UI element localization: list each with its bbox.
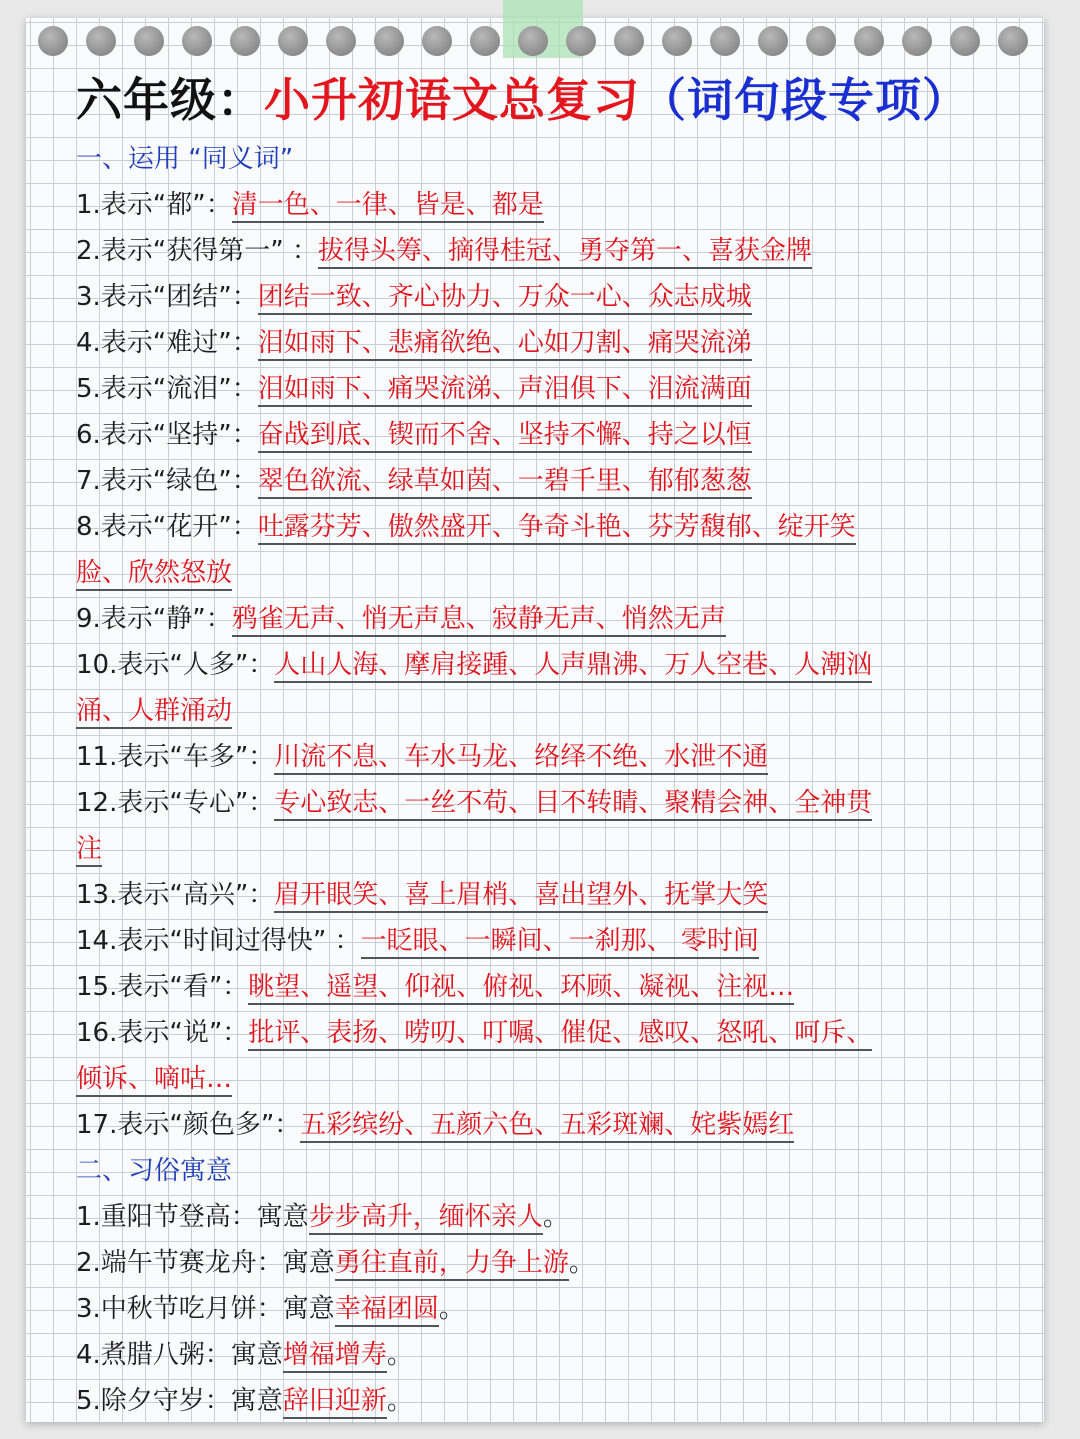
synonym-answer: 川流不息、车水马龙、络绎不绝、水泄不通 <box>274 742 768 775</box>
title-paren-open: （ <box>640 73 687 127</box>
synonym-answer: 奋战到底、锲而不舍、坚持不懈、持之以恒 <box>258 420 752 453</box>
synonym-answer: 专心致志、一丝不苟、目不转睛、聚精会神、全神贯 <box>274 788 872 821</box>
synonym-answer: 人山人海、摩肩接踵、人声鼎沸、万人空巷、人潮汹 <box>274 650 872 683</box>
synonym-answer-continued: 倾诉、嘀咕… <box>76 1064 232 1097</box>
synonym-prompt: 6.表示“坚持”： <box>76 420 258 450</box>
synonym-row <box>76 872 1036 918</box>
custom-answer: 幸福团圆 <box>335 1294 439 1327</box>
binder-hole <box>278 26 308 56</box>
synonym-answer: 吐露芬芳、傲然盛开、争奇斗艳、芬芳馥郁、绽开笑 <box>258 512 856 545</box>
synonym-prompt: 9.表示“静”： <box>76 604 232 634</box>
synonym-answer-continued: 注 <box>76 834 102 867</box>
synonym-row-continued <box>76 550 1036 596</box>
synonym-prompt: 8.表示“花开”： <box>76 512 258 542</box>
custom-answer: 增福增寿 <box>283 1340 387 1373</box>
synonym-prompt: 4.表示“难过”： <box>76 328 258 358</box>
synonym-answer: 清一色、一律、皆是、都是 <box>232 190 544 223</box>
custom-prompt: 3.中秋节吃月饼：寓意 <box>76 1294 335 1324</box>
custom-answer: 辞旧迎新 <box>283 1386 387 1419</box>
synonym-row <box>76 642 1036 688</box>
binder-hole <box>854 26 884 56</box>
synonym-answer: 泪如雨下、悲痛欲绝、心如刀割、痛哭流涕 <box>258 328 752 361</box>
custom-answer: 步步高升，缅怀亲人 <box>309 1202 543 1235</box>
synonym-row <box>76 596 1036 642</box>
synonym-row <box>76 964 1036 1010</box>
binder-hole <box>566 26 596 56</box>
title-topic: 词句段专项 <box>687 73 922 127</box>
binder-hole <box>518 26 548 56</box>
synonym-row-continued <box>76 1056 1036 1102</box>
synonym-answer: 团结一致、齐心协力、万众一心、众志成城 <box>258 282 752 315</box>
synonym-prompt: 7.表示“绿色”： <box>76 466 258 496</box>
binder-hole <box>86 26 116 56</box>
binder-hole <box>998 26 1028 56</box>
synonym-row <box>76 366 1036 412</box>
synonym-row <box>76 228 1036 274</box>
synonym-prompt: 16.表示“说”： <box>76 1018 249 1048</box>
binder-hole <box>326 26 356 56</box>
synonym-prompt: 15.表示“看”： <box>76 972 249 1002</box>
custom-row <box>76 1332 1036 1378</box>
title-paren-close: ） <box>922 73 969 127</box>
synonym-answer: 眉开眼笑、喜上眉梢、喜出望外、抚掌大笑 <box>274 880 768 913</box>
synonym-row <box>76 504 1036 550</box>
custom-row <box>76 1194 1036 1240</box>
synonym-answer: 五彩缤纷、五颜六色、五彩斑斓、姹紫嫣红 <box>300 1110 794 1143</box>
synonym-prompt: 5.表示“流泪”： <box>76 374 258 404</box>
synonym-answer-continued: 脸、欣然怒放 <box>76 558 232 591</box>
synonym-prompt: 12.表示“专心”： <box>76 788 275 818</box>
custom-period: 。 <box>542 1202 569 1232</box>
synonym-answer: 批评、表扬、唠叨、叮嘱、催促、感叹、怒吼、呵斥、 <box>248 1018 872 1051</box>
synonym-answer: 拔得头筹、摘得桂冠、勇夺第一、喜获金牌 <box>318 236 812 269</box>
custom-row <box>76 1378 1036 1424</box>
binder-hole <box>614 26 644 56</box>
custom-period: 。 <box>386 1386 413 1416</box>
synonym-prompt: 17.表示“颜色多”： <box>76 1110 301 1140</box>
synonym-prompt: 3.表示“团结”： <box>76 282 258 312</box>
synonym-answer-continued: 涌、人群涌动 <box>76 696 232 729</box>
binder-hole <box>950 26 980 56</box>
synonym-answer: 鸦雀无声、悄无声息、寂静无声、悄然无声 <box>232 604 726 637</box>
synonym-prompt: 10.表示“人多”： <box>76 650 275 680</box>
custom-prompt: 2.端午节赛龙舟：寓意 <box>76 1248 335 1278</box>
synonym-answer: 泪如雨下、痛哭流涕、声泪俱下、泪流满面 <box>258 374 752 407</box>
binder-hole <box>182 26 212 56</box>
synonym-prompt: 13.表示“高兴”： <box>76 880 275 910</box>
synonym-row <box>76 1010 1036 1056</box>
binder-hole <box>230 26 260 56</box>
custom-period: 。 <box>568 1248 595 1278</box>
section-heading-synonyms: 一、运用 “同义词” <box>76 144 294 174</box>
synonym-prompt: 11.表示“车多”： <box>76 742 275 772</box>
synonym-row <box>76 734 1036 780</box>
custom-answer: 勇往直前，力争上游 <box>335 1248 569 1281</box>
synonym-prompt: 1.表示“都”： <box>76 190 232 220</box>
synonym-row <box>76 182 1036 228</box>
synonym-prompt: 14.表示“时间过得快” ： <box>76 926 361 956</box>
synonym-row <box>76 1102 1036 1148</box>
custom-prompt: 5.除夕守岁：寓意 <box>76 1386 283 1416</box>
custom-row <box>76 1240 1036 1286</box>
custom-prompt: 4.煮腊八粥：寓意 <box>76 1340 283 1370</box>
synonym-row-continued <box>76 688 1036 734</box>
binder-hole <box>374 26 404 56</box>
synonym-row-continued <box>76 826 1036 872</box>
synonym-answer: 一眨眼、一瞬间、一刹那、 零时间 <box>361 926 759 959</box>
binder-hole <box>662 26 692 56</box>
synonym-prompt: 2.表示“获得第一” ： <box>76 236 319 266</box>
title-grade: 六年级： <box>76 73 264 127</box>
binder-hole <box>134 26 164 56</box>
synonym-answer: 翠色欲流、绿草如茵、一碧千里、郁郁葱葱 <box>258 466 752 499</box>
section-heading-customs: 二、习俗寓意 <box>76 1156 233 1186</box>
binder-hole <box>806 26 836 56</box>
synonym-row <box>76 780 1036 826</box>
binder-hole <box>902 26 932 56</box>
synonym-row <box>76 918 1036 964</box>
custom-row <box>76 1286 1036 1332</box>
custom-prompt: 1.重阳节登高：寓意 <box>76 1202 309 1232</box>
synonym-row <box>76 412 1036 458</box>
custom-period: 。 <box>386 1340 413 1370</box>
binder-holes <box>38 26 1048 60</box>
custom-period: 。 <box>438 1294 465 1324</box>
page-title <box>76 62 1036 138</box>
title-main: 小升初语文总复习 <box>264 73 640 127</box>
synonym-answer: 眺望、遥望、仰视、俯视、环顾、凝视、注视… <box>248 972 794 1005</box>
binder-hole <box>758 26 788 56</box>
binder-hole <box>38 26 68 56</box>
binder-hole <box>710 26 740 56</box>
synonym-row <box>76 274 1036 320</box>
binder-hole <box>470 26 500 56</box>
synonym-row <box>76 320 1036 366</box>
synonym-row <box>76 458 1036 504</box>
binder-hole <box>422 26 452 56</box>
